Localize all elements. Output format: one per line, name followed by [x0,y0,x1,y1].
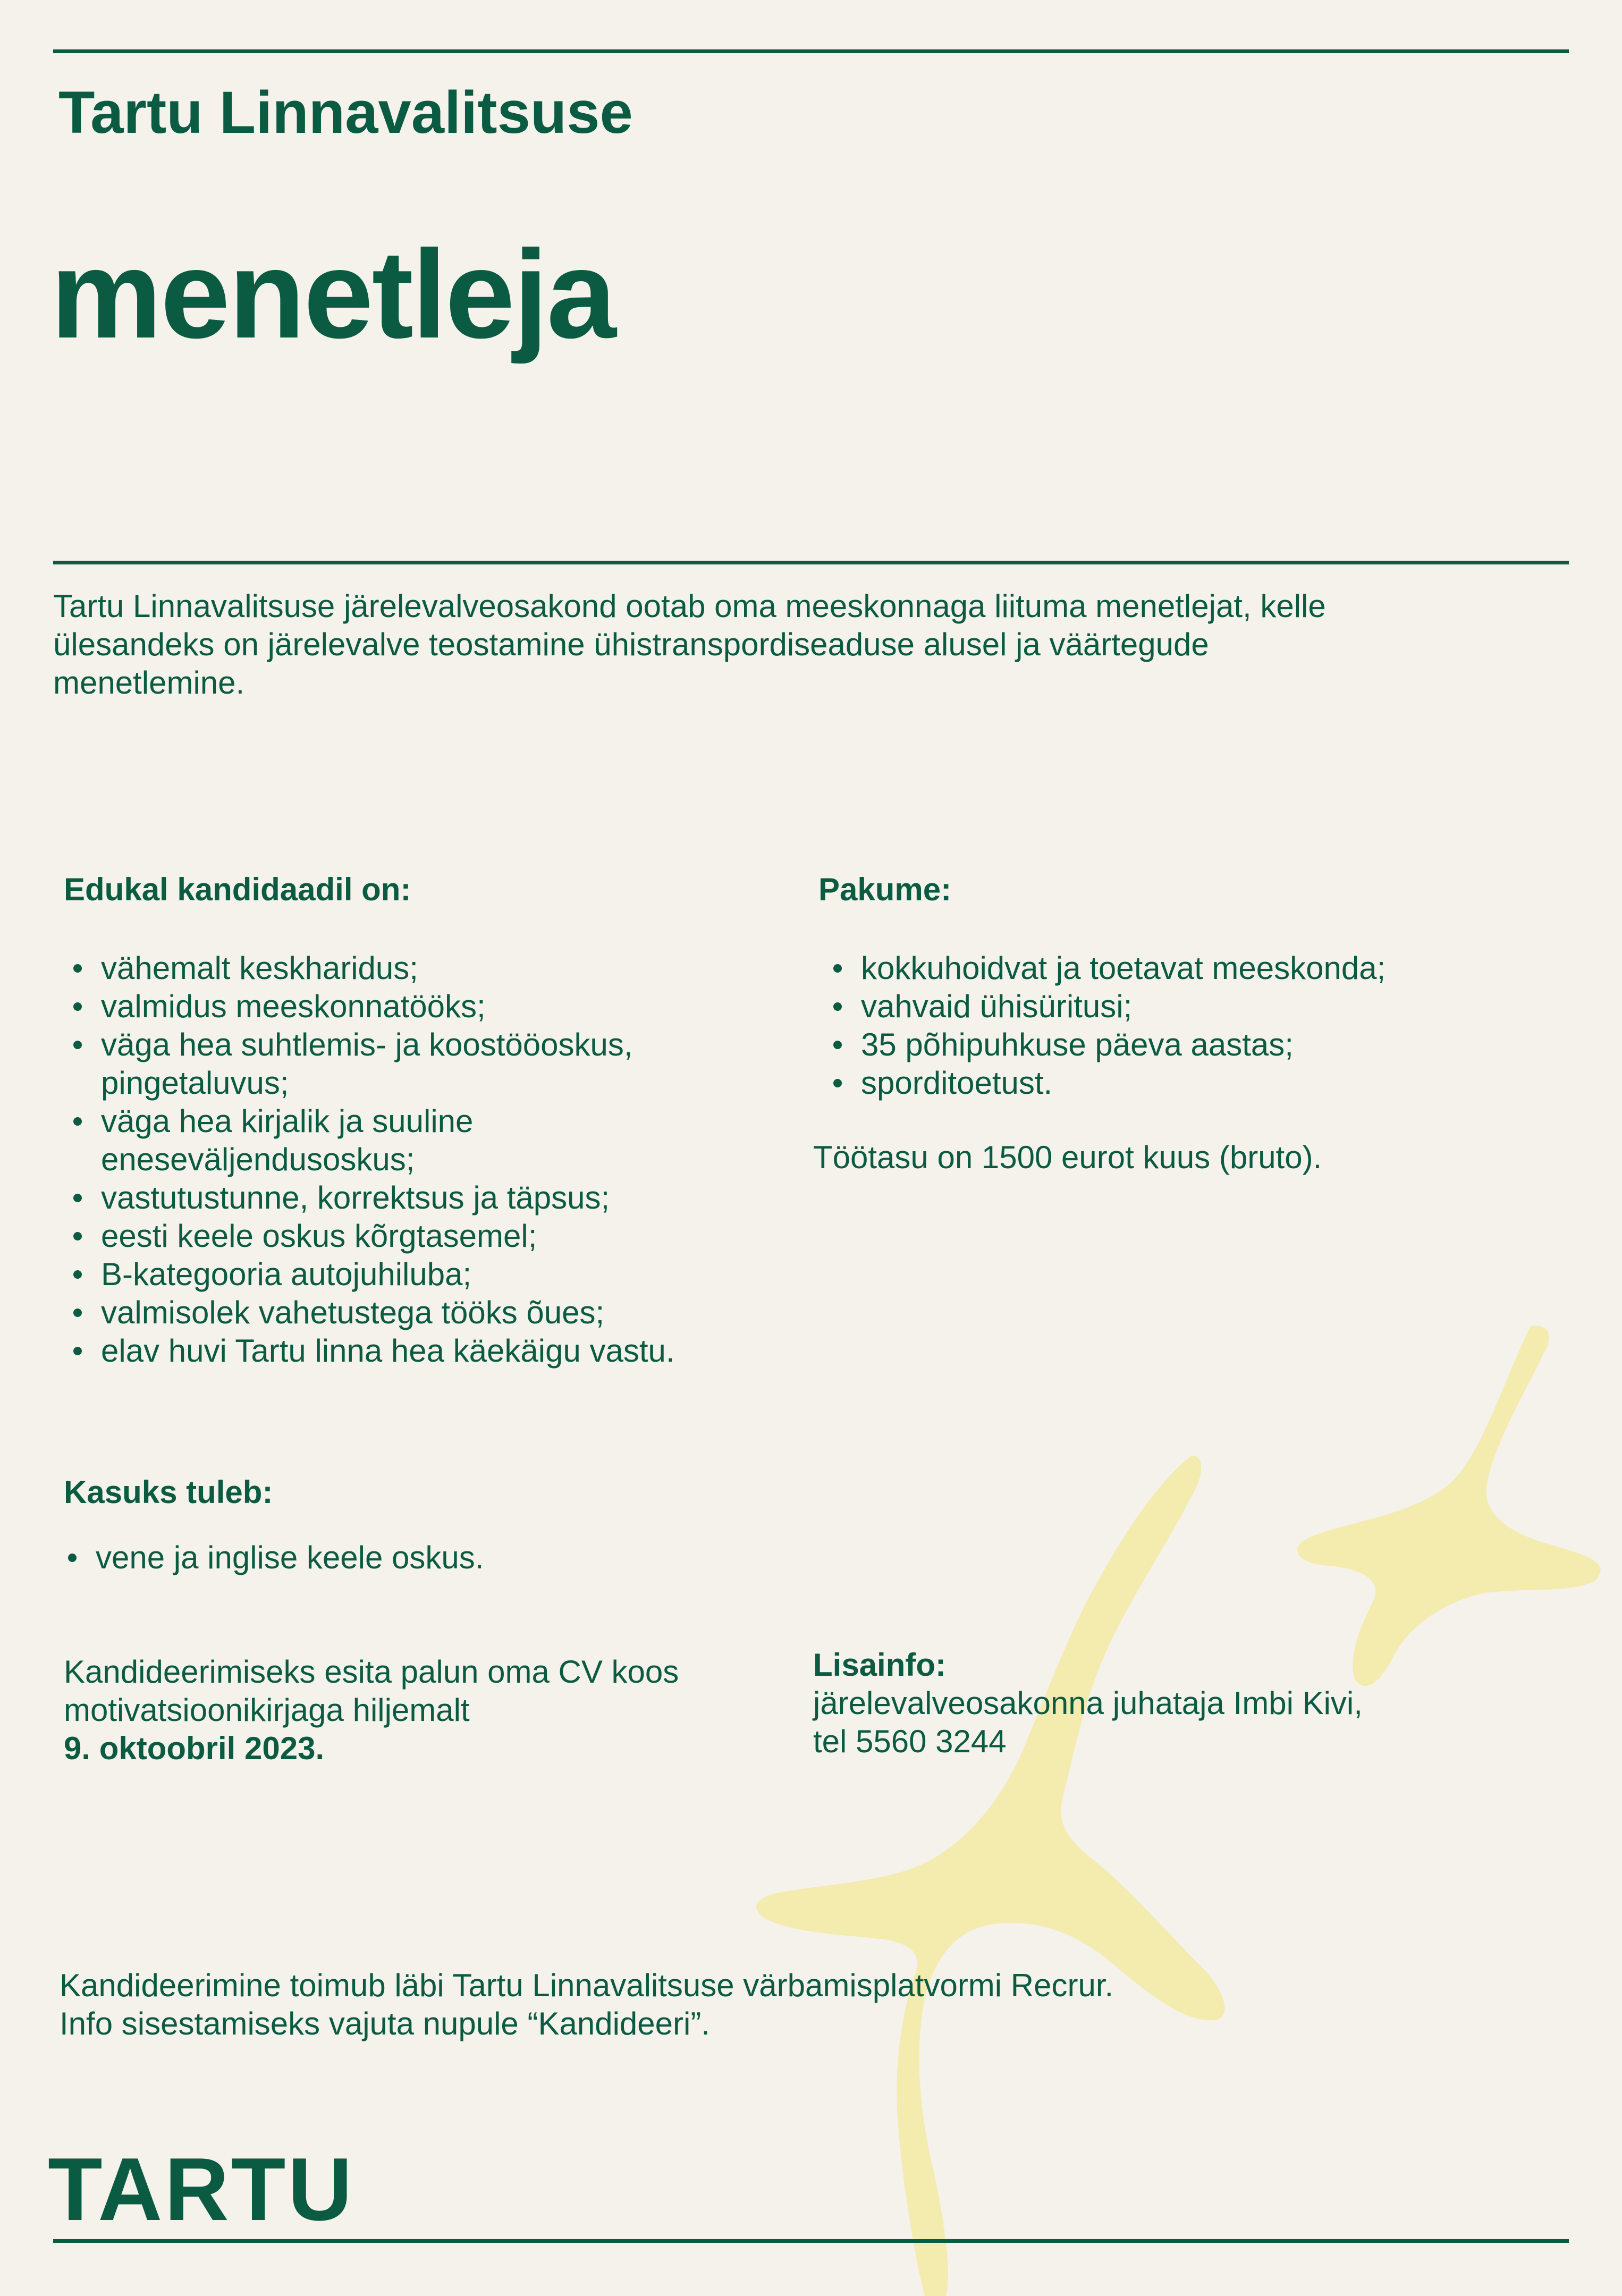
offer-list [824,949,1605,1102]
list-item: vahvaid ühisüritusi; [861,987,1605,1026]
bottom-divider [53,2239,1569,2243]
list-item: vastutustunne, korrektsus ja täpsus; [101,1179,792,1217]
top-divider [53,49,1569,53]
list-item: kokkuhoidvat ja toetavat meeskonda; [861,949,1605,987]
job-title: menetleja [50,224,615,365]
bonus-list [58,1539,787,1577]
bonus-title: Kasuks tuleb: [64,1474,273,1510]
footer-text [60,1966,1113,2043]
footer-line-1: Kandideerimine toimub läbi Tartu Linnavalitsuse värbamisplatvormi Recrur. [60,1968,1114,2003]
list-item: väga hea suhtlemis- ja koostööoskus, pingetaluvus; [101,1026,792,1102]
offer-title: Pakume: [818,872,952,907]
list-item: eesti keele oskus kõrgtasemel; [101,1217,792,1255]
header-divider [53,561,1569,564]
list-item: elav huvi Tartu linna hea käekäigu vastu. [101,1332,792,1370]
salary-text: Töötasu on 1500 eurot kuus (bruto). [813,1139,1322,1175]
list-item: valmisolek vahetustega tööks õues; [101,1294,792,1332]
contact-line-2: tel 5560 3244 [813,1724,1007,1759]
list-item: 35 põhipuhkuse päeva aastas; [861,1026,1605,1064]
contact-info [813,1646,1363,1761]
list-item: vene ja inglise keele oskus. [96,1539,787,1577]
apply-line-2: motivatsioonikirjaga hiljemalt [64,1692,470,1728]
apply-line-1: Kandideerimiseks esita palun oma CV koos [64,1654,679,1690]
footer-line-2: Info sisestamiseks vajuta nupule “Kandideeri”. [60,2006,710,2041]
employer-name: Tartu Linnavalitsuse [58,79,633,146]
list-item: sporditoetust. [861,1064,1605,1102]
requirements-title: Edukal kandidaadil on: [64,872,411,907]
tartu-logo: TARTU [48,2139,354,2239]
apply-text [64,1653,679,1768]
requirements-list [64,949,792,1370]
list-item: väga hea kirjalik ja suuline eneseväljendusoskus; [101,1102,792,1179]
contact-title: Lisainfo: [813,1647,946,1683]
intro-text: Tartu Linnavalitsuse järelevalveosakond ootab oma meeskonnaga liituma menetlejat, kelle ülesandeks on järelevalve teostamine ühistranspordiseaduse alusel ja väärtegude menetlemine. [53,588,1326,700]
apply-deadline: 9. oktoobril 2023. [64,1731,325,1766]
list-item: B-kategooria autojuhiluba; [101,1255,792,1294]
list-item: vähemalt keskharidus; [101,949,792,987]
list-item: valmidus meeskonnatööks; [101,987,792,1026]
contact-line-1: järelevalveosakonna juhataja Imbi Kivi, [813,1685,1363,1721]
